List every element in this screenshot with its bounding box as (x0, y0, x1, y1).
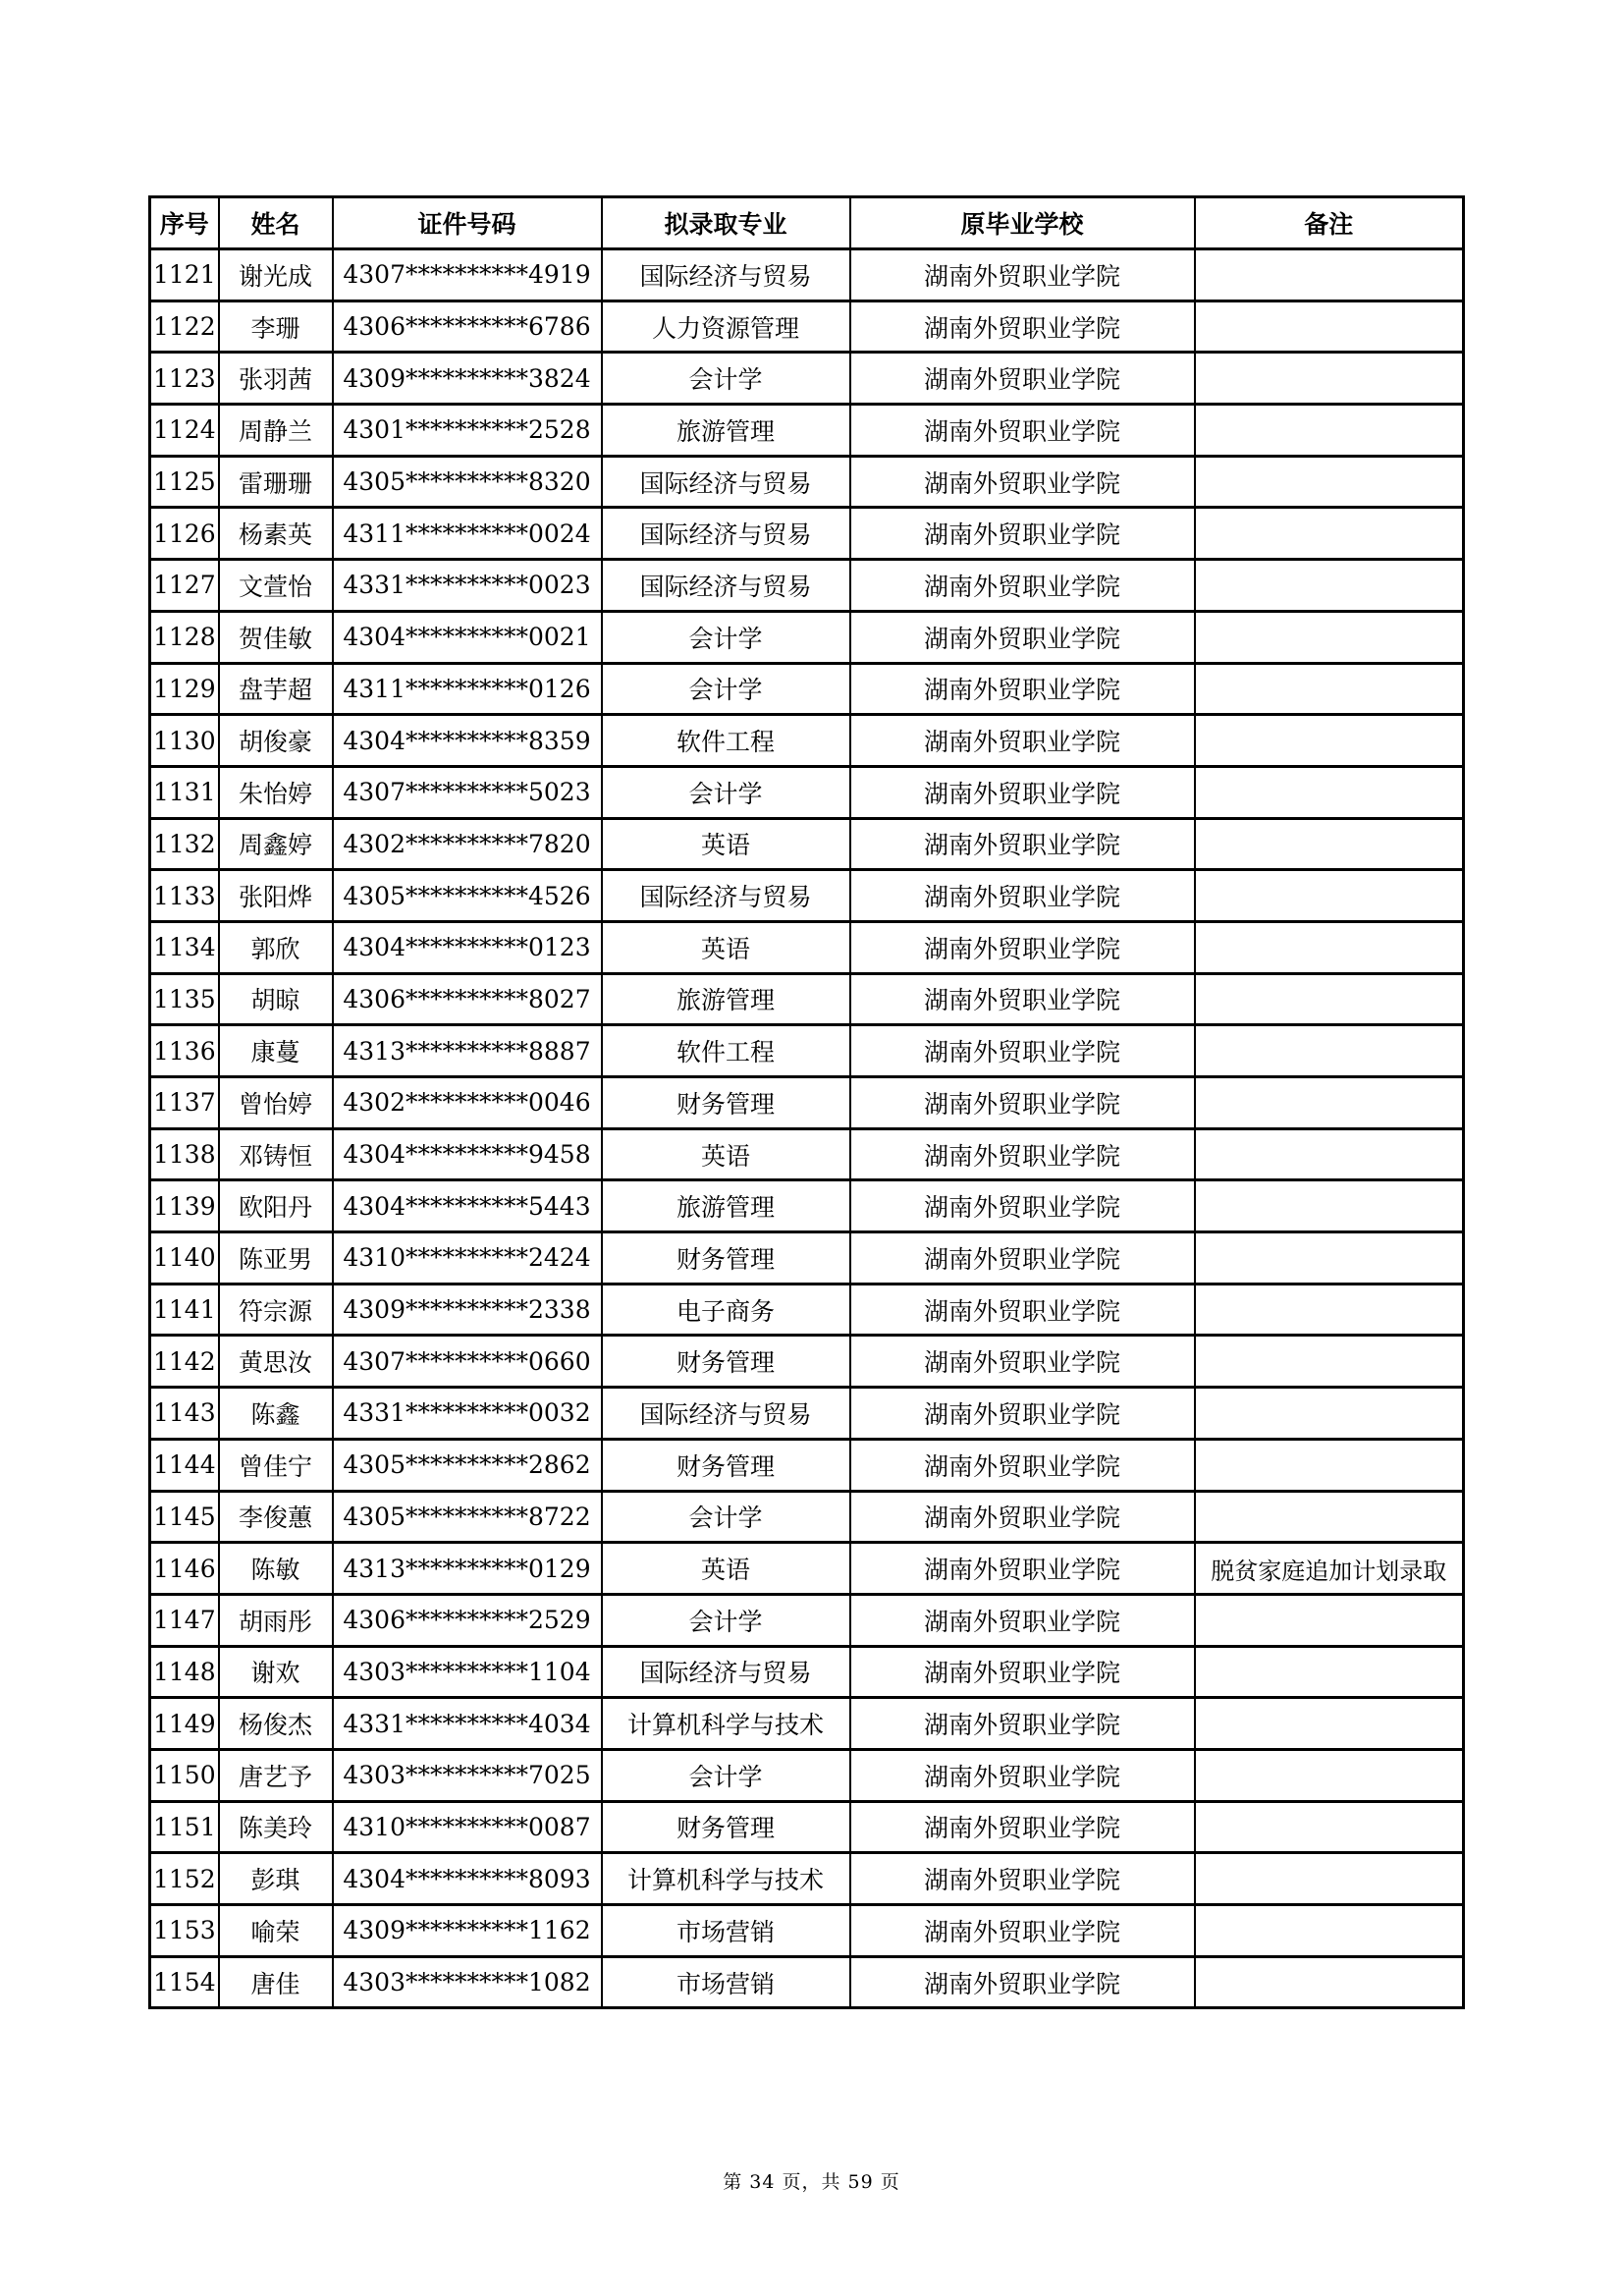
serial-number-cell: 1121 (150, 249, 219, 301)
student-name-cell: 李俊蕙 (219, 1491, 333, 1543)
header-row (150, 197, 1464, 249)
table-row (150, 1594, 1464, 1646)
previous-school-cell: 湖南外贸职业学院 (850, 1698, 1195, 1750)
id-number-cell: 4303**********7025 (333, 1749, 602, 1801)
remark-cell (1195, 1077, 1464, 1129)
student-name-cell: 杨俊杰 (219, 1698, 333, 1750)
student-name-cell: 谢欢 (219, 1646, 333, 1698)
remark-cell (1195, 663, 1464, 715)
id-number-cell: 4309**********1162 (333, 1905, 602, 1957)
previous-school-cell: 湖南外贸职业学院 (850, 1905, 1195, 1957)
admitted-major-cell: 旅游管理 (602, 405, 850, 457)
column-header-serial-number: 序号 (150, 197, 219, 249)
student-name-cell: 唐佳 (219, 1956, 333, 2008)
student-name-cell: 文萱怡 (219, 560, 333, 612)
remark-cell (1195, 611, 1464, 663)
previous-school-cell: 湖南外贸职业学院 (850, 1388, 1195, 1440)
column-header-admitted-major: 拟录取专业 (602, 197, 850, 249)
previous-school-cell: 湖南外贸职业学院 (850, 1232, 1195, 1285)
table-row (150, 715, 1464, 767)
id-number-cell: 4303**********1082 (333, 1956, 602, 2008)
column-header-remark: 备注 (1195, 197, 1464, 249)
previous-school-cell: 湖南外贸职业学院 (850, 818, 1195, 870)
previous-school-cell: 湖南外贸职业学院 (850, 456, 1195, 508)
table-row (150, 973, 1464, 1025)
student-name-cell: 欧阳丹 (219, 1180, 333, 1232)
table-row (150, 560, 1464, 612)
serial-number-cell: 1147 (150, 1594, 219, 1646)
remark-cell (1195, 1284, 1464, 1336)
remark-cell (1195, 818, 1464, 870)
remark-cell (1195, 1025, 1464, 1077)
admitted-major-cell: 电子商务 (602, 1284, 850, 1336)
id-number-cell: 4313**********0129 (333, 1543, 602, 1595)
admitted-major-cell: 财务管理 (602, 1801, 850, 1853)
remark-cell (1195, 508, 1464, 560)
id-number-cell: 4304**********9458 (333, 1128, 602, 1180)
serial-number-cell: 1123 (150, 353, 219, 405)
table-row (150, 1698, 1464, 1750)
student-name-cell: 胡俊豪 (219, 715, 333, 767)
admitted-major-cell: 旅游管理 (602, 973, 850, 1025)
student-name-cell: 张阳烨 (219, 870, 333, 922)
id-number-cell: 4307**********4919 (333, 249, 602, 301)
remark-cell (1195, 1853, 1464, 1905)
serial-number-cell: 1128 (150, 611, 219, 663)
previous-school-cell: 湖南外贸职业学院 (850, 353, 1195, 405)
serial-number-cell: 1150 (150, 1749, 219, 1801)
student-name-cell: 胡雨彤 (219, 1594, 333, 1646)
serial-number-cell: 1153 (150, 1905, 219, 1957)
admitted-major-cell: 软件工程 (602, 715, 850, 767)
column-header-previous-school: 原毕业学校 (850, 197, 1195, 249)
student-name-cell: 曾佳宁 (219, 1439, 333, 1491)
student-name-cell: 杨素英 (219, 508, 333, 560)
admitted-major-cell: 财务管理 (602, 1232, 850, 1285)
id-number-cell: 4311**********0024 (333, 508, 602, 560)
id-number-cell: 4313**********8887 (333, 1025, 602, 1077)
previous-school-cell: 湖南外贸职业学院 (850, 508, 1195, 560)
table-row (150, 1077, 1464, 1129)
student-name-cell: 周鑫婷 (219, 818, 333, 870)
serial-number-cell: 1125 (150, 456, 219, 508)
previous-school-cell: 湖南外贸职业学院 (850, 921, 1195, 973)
table-row (150, 611, 1464, 663)
admitted-major-cell: 国际经济与贸易 (602, 249, 850, 301)
remark-cell (1195, 249, 1464, 301)
admitted-major-cell: 会计学 (602, 611, 850, 663)
serial-number-cell: 1145 (150, 1491, 219, 1543)
column-header-id-number: 证件号码 (333, 197, 602, 249)
table-row (150, 1336, 1464, 1388)
admitted-major-cell: 人力资源管理 (602, 301, 850, 353)
table-row (150, 1956, 1464, 2008)
admitted-major-cell: 软件工程 (602, 1025, 850, 1077)
previous-school-cell: 湖南外贸职业学院 (850, 611, 1195, 663)
id-number-cell: 4307**********5023 (333, 766, 602, 818)
remark-cell (1195, 1388, 1464, 1440)
admitted-major-cell: 英语 (602, 1128, 850, 1180)
remark-cell (1195, 870, 1464, 922)
serial-number-cell: 1127 (150, 560, 219, 612)
remark-cell: 脱贫家庭追加计划录取 (1195, 1543, 1464, 1595)
admitted-major-cell: 英语 (602, 1543, 850, 1595)
previous-school-cell: 湖南外贸职业学院 (850, 663, 1195, 715)
table-header (150, 197, 1464, 249)
remark-cell (1195, 456, 1464, 508)
id-number-cell: 4304**********0123 (333, 921, 602, 973)
previous-school-cell: 湖南外贸职业学院 (850, 1853, 1195, 1905)
student-name-cell: 贺佳敏 (219, 611, 333, 663)
id-number-cell: 4305**********2862 (333, 1439, 602, 1491)
previous-school-cell: 湖南外贸职业学院 (850, 1180, 1195, 1232)
previous-school-cell: 湖南外贸职业学院 (850, 1646, 1195, 1698)
id-number-cell: 4311**********0126 (333, 663, 602, 715)
admitted-major-cell: 会计学 (602, 766, 850, 818)
remark-cell (1195, 1905, 1464, 1957)
admitted-major-cell: 国际经济与贸易 (602, 870, 850, 922)
student-name-cell: 周静兰 (219, 405, 333, 457)
admitted-major-cell: 财务管理 (602, 1439, 850, 1491)
remark-cell (1195, 921, 1464, 973)
serial-number-cell: 1152 (150, 1853, 219, 1905)
admitted-major-cell: 市场营销 (602, 1956, 850, 2008)
table-row (150, 921, 1464, 973)
table-row (150, 301, 1464, 353)
table-row (150, 249, 1464, 301)
id-number-cell: 4302**********0046 (333, 1077, 602, 1129)
remark-cell (1195, 1128, 1464, 1180)
admitted-major-cell: 国际经济与贸易 (602, 456, 850, 508)
serial-number-cell: 1135 (150, 973, 219, 1025)
id-number-cell: 4301**********2528 (333, 405, 602, 457)
remark-cell (1195, 1594, 1464, 1646)
table-row (150, 766, 1464, 818)
student-name-cell: 彭琪 (219, 1853, 333, 1905)
table-row (150, 1905, 1464, 1957)
table-row (150, 1646, 1464, 1698)
student-name-cell: 康蔓 (219, 1025, 333, 1077)
serial-number-cell: 1122 (150, 301, 219, 353)
remark-cell (1195, 1491, 1464, 1543)
id-number-cell: 4304**********8359 (333, 715, 602, 767)
serial-number-cell: 1132 (150, 818, 219, 870)
student-name-cell: 李珊 (219, 301, 333, 353)
serial-number-cell: 1148 (150, 1646, 219, 1698)
remark-cell (1195, 1956, 1464, 2008)
remark-cell (1195, 301, 1464, 353)
previous-school-cell: 湖南外贸职业学院 (850, 301, 1195, 353)
student-name-cell: 雷珊珊 (219, 456, 333, 508)
table-row (150, 1801, 1464, 1853)
serial-number-cell: 1142 (150, 1336, 219, 1388)
admitted-major-cell: 国际经济与贸易 (602, 1388, 850, 1440)
student-name-cell: 盘芋超 (219, 663, 333, 715)
remark-cell (1195, 405, 1464, 457)
id-number-cell: 4309**********3824 (333, 353, 602, 405)
admitted-major-cell: 旅游管理 (602, 1180, 850, 1232)
serial-number-cell: 1136 (150, 1025, 219, 1077)
serial-number-cell: 1141 (150, 1284, 219, 1336)
serial-number-cell: 1130 (150, 715, 219, 767)
table-row (150, 1439, 1464, 1491)
previous-school-cell: 湖南外贸职业学院 (850, 766, 1195, 818)
id-number-cell: 4305**********4526 (333, 870, 602, 922)
previous-school-cell: 湖南外贸职业学院 (850, 1439, 1195, 1491)
table-row (150, 353, 1464, 405)
admission-list-table (148, 195, 1465, 2009)
serial-number-cell: 1126 (150, 508, 219, 560)
id-number-cell: 4305**********8320 (333, 456, 602, 508)
remark-cell (1195, 715, 1464, 767)
table-row (150, 1128, 1464, 1180)
serial-number-cell: 1137 (150, 1077, 219, 1129)
admitted-major-cell: 会计学 (602, 353, 850, 405)
table-row (150, 1491, 1464, 1543)
remark-cell (1195, 560, 1464, 612)
admitted-major-cell: 财务管理 (602, 1336, 850, 1388)
serial-number-cell: 1154 (150, 1956, 219, 2008)
admitted-major-cell: 计算机科学与技术 (602, 1853, 850, 1905)
id-number-cell: 4310**********2424 (333, 1232, 602, 1285)
table-row (150, 405, 1464, 457)
previous-school-cell: 湖南外贸职业学院 (850, 405, 1195, 457)
id-number-cell: 4303**********1104 (333, 1646, 602, 1698)
student-name-cell: 唐艺予 (219, 1749, 333, 1801)
previous-school-cell: 湖南外贸职业学院 (850, 1543, 1195, 1595)
previous-school-cell: 湖南外贸职业学院 (850, 1128, 1195, 1180)
admitted-major-cell: 英语 (602, 818, 850, 870)
remark-cell (1195, 973, 1464, 1025)
table-row (150, 1749, 1464, 1801)
remark-cell (1195, 1801, 1464, 1853)
admitted-major-cell: 会计学 (602, 1594, 850, 1646)
serial-number-cell: 1151 (150, 1801, 219, 1853)
student-name-cell: 陈亚男 (219, 1232, 333, 1285)
id-number-cell: 4331**********0032 (333, 1388, 602, 1440)
remark-cell (1195, 1646, 1464, 1698)
remark-cell (1195, 1232, 1464, 1285)
table-row (150, 870, 1464, 922)
admitted-major-cell: 会计学 (602, 1749, 850, 1801)
id-number-cell: 4307**********0660 (333, 1336, 602, 1388)
id-number-cell: 4309**********2338 (333, 1284, 602, 1336)
previous-school-cell: 湖南外贸职业学院 (850, 1025, 1195, 1077)
serial-number-cell: 1139 (150, 1180, 219, 1232)
id-number-cell: 4331**********4034 (333, 1698, 602, 1750)
student-name-cell: 谢光成 (219, 249, 333, 301)
serial-number-cell: 1129 (150, 663, 219, 715)
id-number-cell: 4302**********7820 (333, 818, 602, 870)
column-header-name: 姓名 (219, 197, 333, 249)
table-row (150, 1543, 1464, 1595)
table-row (150, 1025, 1464, 1077)
student-name-cell: 邓铸恒 (219, 1128, 333, 1180)
admitted-major-cell: 市场营销 (602, 1905, 850, 1957)
table-row (150, 1388, 1464, 1440)
previous-school-cell: 湖南外贸职业学院 (850, 1956, 1195, 2008)
previous-school-cell: 湖南外贸职业学院 (850, 1284, 1195, 1336)
remark-cell (1195, 1749, 1464, 1801)
serial-number-cell: 1143 (150, 1388, 219, 1440)
id-number-cell: 4331**********0023 (333, 560, 602, 612)
id-number-cell: 4306**********6786 (333, 301, 602, 353)
previous-school-cell: 湖南外贸职业学院 (850, 1336, 1195, 1388)
admitted-major-cell: 国际经济与贸易 (602, 560, 850, 612)
previous-school-cell: 湖南外贸职业学院 (850, 1594, 1195, 1646)
table-row (150, 1180, 1464, 1232)
id-number-cell: 4305**********8722 (333, 1491, 602, 1543)
page-number-footer: 第 34 页，共 59 页 (723, 2171, 900, 2193)
student-name-cell: 郭欣 (219, 921, 333, 973)
remark-cell (1195, 766, 1464, 818)
serial-number-cell: 1138 (150, 1128, 219, 1180)
table-row (150, 663, 1464, 715)
previous-school-cell: 湖南外贸职业学院 (850, 1801, 1195, 1853)
student-name-cell: 朱怡婷 (219, 766, 333, 818)
table-body (150, 249, 1464, 2008)
student-name-cell: 黄思汝 (219, 1336, 333, 1388)
previous-school-cell: 湖南外贸职业学院 (850, 715, 1195, 767)
previous-school-cell: 湖南外贸职业学院 (850, 560, 1195, 612)
remark-cell (1195, 353, 1464, 405)
admitted-major-cell: 会计学 (602, 1491, 850, 1543)
previous-school-cell: 湖南外贸职业学院 (850, 870, 1195, 922)
serial-number-cell: 1144 (150, 1439, 219, 1491)
table-row (150, 508, 1464, 560)
table-row (150, 818, 1464, 870)
admitted-major-cell: 国际经济与贸易 (602, 1646, 850, 1698)
id-number-cell: 4306**********2529 (333, 1594, 602, 1646)
previous-school-cell: 湖南外贸职业学院 (850, 249, 1195, 301)
student-name-cell: 陈敏 (219, 1543, 333, 1595)
id-number-cell: 4306**********8027 (333, 973, 602, 1025)
student-name-cell: 胡晾 (219, 973, 333, 1025)
serial-number-cell: 1131 (150, 766, 219, 818)
serial-number-cell: 1146 (150, 1543, 219, 1595)
admitted-major-cell: 计算机科学与技术 (602, 1698, 850, 1750)
previous-school-cell: 湖南外贸职业学院 (850, 1077, 1195, 1129)
student-name-cell: 喻荣 (219, 1905, 333, 1957)
remark-cell (1195, 1439, 1464, 1491)
student-name-cell: 符宗源 (219, 1284, 333, 1336)
remark-cell (1195, 1180, 1464, 1232)
id-number-cell: 4304**********0021 (333, 611, 602, 663)
table-row (150, 1232, 1464, 1285)
student-name-cell: 陈鑫 (219, 1388, 333, 1440)
admitted-major-cell: 财务管理 (602, 1077, 850, 1129)
serial-number-cell: 1124 (150, 405, 219, 457)
serial-number-cell: 1140 (150, 1232, 219, 1285)
table-row (150, 456, 1464, 508)
admitted-major-cell: 会计学 (602, 663, 850, 715)
student-name-cell: 陈美玲 (219, 1801, 333, 1853)
serial-number-cell: 1149 (150, 1698, 219, 1750)
remark-cell (1195, 1698, 1464, 1750)
remark-cell (1195, 1336, 1464, 1388)
table-row (150, 1284, 1464, 1336)
admitted-major-cell: 国际经济与贸易 (602, 508, 850, 560)
table-row (150, 1853, 1464, 1905)
id-number-cell: 4304**********8093 (333, 1853, 602, 1905)
previous-school-cell: 湖南外贸职业学院 (850, 1491, 1195, 1543)
student-name-cell: 曾怡婷 (219, 1077, 333, 1129)
serial-number-cell: 1133 (150, 870, 219, 922)
previous-school-cell: 湖南外贸职业学院 (850, 973, 1195, 1025)
id-number-cell: 4304**********5443 (333, 1180, 602, 1232)
serial-number-cell: 1134 (150, 921, 219, 973)
id-number-cell: 4310**********0087 (333, 1801, 602, 1853)
admitted-major-cell: 英语 (602, 921, 850, 973)
previous-school-cell: 湖南外贸职业学院 (850, 1749, 1195, 1801)
student-name-cell: 张羽茜 (219, 353, 333, 405)
